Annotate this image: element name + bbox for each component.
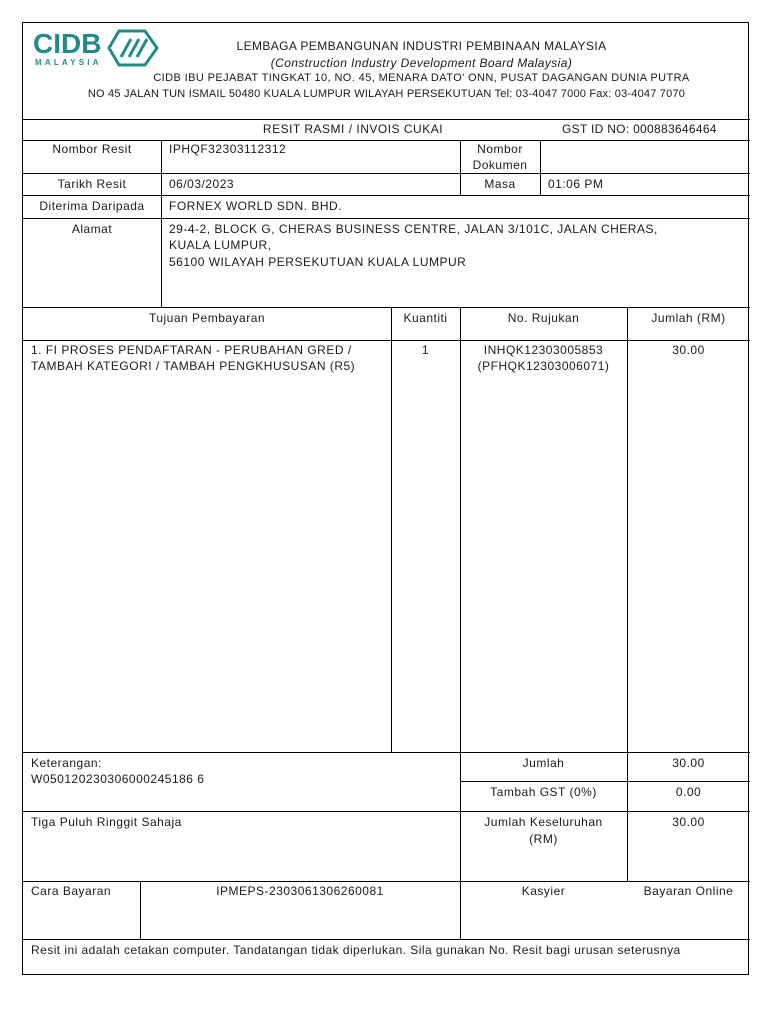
- receipt-number: IPHQF32303112312: [169, 142, 287, 156]
- address-line-1: CIDB IBU PEJABAT TINGKAT 10, NO. 45, MENARA DATO' ONN, PUSAT DAGANGAN DUNIA PUTRA: [153, 72, 690, 84]
- header-purpose: Tujuan Pembayaran: [148, 311, 266, 325]
- address-line-2: NO 45 JALAN TUN ISMAIL 50480 KUALA LUMPUR WILAYAH PERSEKUTUAN Tel: 03-4047 7000 Fax: 03-4047 7070: [87, 88, 686, 100]
- document-number-label: Nombor: [477, 142, 523, 156]
- receipt-time: 01:06 PM: [548, 177, 604, 191]
- header-amount: Jumlah (RM): [651, 311, 726, 325]
- gst-value: 0.00: [675, 785, 702, 799]
- footer-note: Resit ini adalah cetakan computer. Tandatangan tidak diperlukan. Sila gunakan No. Resit bagi urusan seterusnya: [31, 943, 681, 957]
- subtotal-value: 30.00: [672, 756, 705, 770]
- payment-reference: IPMEPS-2303061306260081: [216, 884, 384, 898]
- address-label: Alamat: [71, 222, 113, 236]
- customer-address-line-3: 56100 WILAYAH PERSEKUTUAN KUALA LUMPUR: [169, 255, 467, 269]
- subtotal-label: Jumlah: [522, 756, 565, 770]
- remarks-label: Keterangan:: [31, 756, 102, 770]
- logo-subtext: MALAYSIA: [35, 58, 102, 67]
- customer-address-line-2: KUALA LUMPUR,: [169, 238, 272, 252]
- received-from-label: Diterima Daripada: [39, 199, 145, 213]
- receipt-number-label: Nombor Resit: [52, 142, 132, 156]
- gst-id: GST ID NO: 000883646464: [562, 122, 717, 136]
- item-reference-2: (PFHQK12303006071): [477, 359, 610, 373]
- cashier-label: Kasyier: [521, 884, 566, 898]
- remarks-value: W050120230306000245186 6: [31, 772, 205, 786]
- org-name-english: (Construction Industry Development Board Malaysia): [270, 56, 573, 70]
- header-quantity: Kuantiti: [403, 311, 448, 325]
- document-title: RESIT RASMI / INVOIS CUKAI: [262, 122, 444, 136]
- item-reference-1: INHQK12303005853: [483, 343, 604, 357]
- logo-text: CIDB: [33, 28, 102, 59]
- customer-address-line-1: 29-4-2, BLOCK G, CHERAS BUSINESS CENTRE, JALAN 3/101C, JALAN CHERAS,: [169, 222, 658, 236]
- header-reference: No. Rujukan: [507, 311, 580, 325]
- org-name: LEMBAGA PEMBANGUNAN INDUSTRI PEMBINAAN MALAYSIA: [236, 39, 607, 53]
- grand-total-value: 30.00: [672, 815, 705, 829]
- cashier-value: Bayaran Online: [643, 884, 734, 898]
- grand-total-label-2: (RM): [529, 832, 558, 846]
- received-from: FORNEX WORLD SDN. BHD.: [169, 199, 343, 213]
- item-purpose-line-1: 1. FI PROSES PENDAFTARAN - PERUBAHAN GRED /: [31, 343, 352, 357]
- receipt-date-label: Tarikh Resit: [57, 177, 127, 191]
- grand-total-label: Jumlah Keseluruhan: [484, 815, 603, 829]
- payment-method-label: Cara Bayaran: [31, 884, 112, 898]
- time-label: Masa: [484, 177, 516, 191]
- amount-in-words: Tiga Puluh Ringgit Sahaja: [31, 815, 182, 829]
- document-number-label-2: Dokumen: [472, 158, 528, 172]
- receipt-date: 06/03/2023: [169, 177, 235, 191]
- gst-label: Tambah GST (0%): [490, 785, 597, 799]
- item-purpose-line-2: TAMBAH KATEGORI / TAMBAH PENGKHUSUSAN (R5): [31, 359, 356, 373]
- receipt-document: [22, 22, 749, 975]
- item-quantity: 1: [421, 343, 430, 357]
- item-amount: 30.00: [672, 343, 705, 357]
